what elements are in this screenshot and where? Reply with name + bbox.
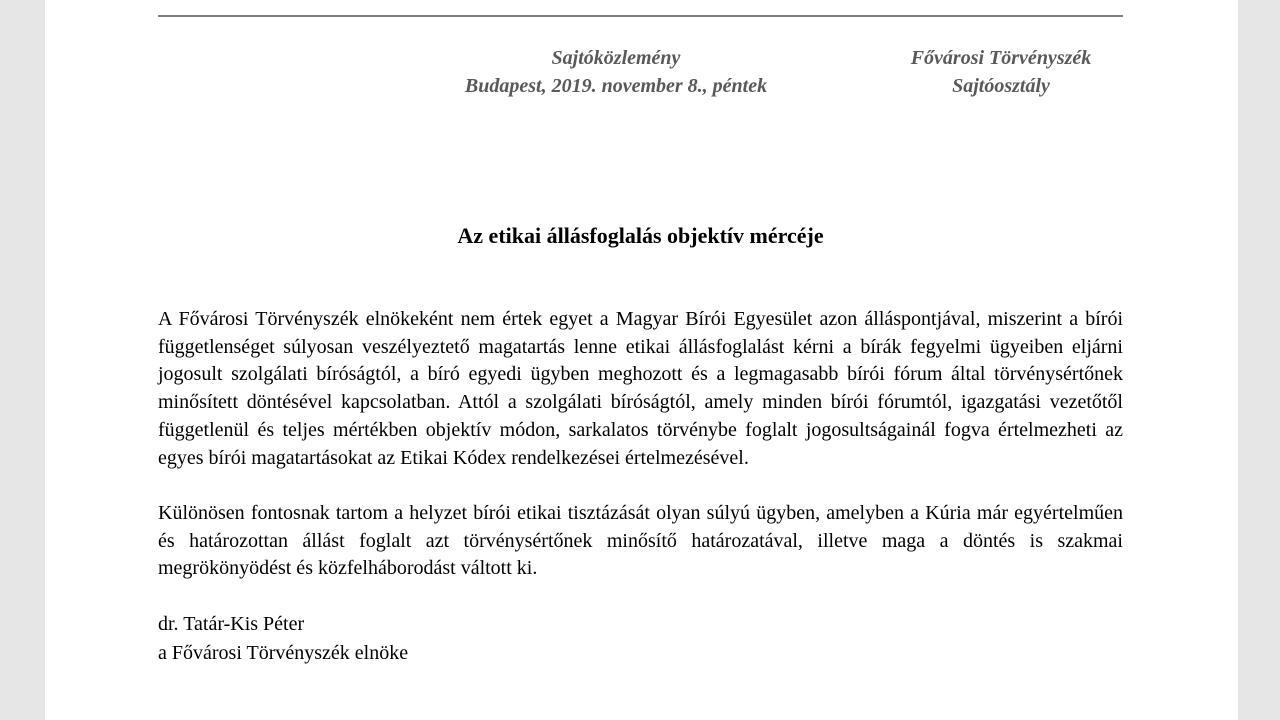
press-release-header [158, 44, 1123, 100]
signature-block [158, 610, 1123, 667]
document-body [158, 306, 1123, 583]
document-page [45, 0, 1238, 720]
issuing-court: Fővárosi Törvényszék [910, 47, 1092, 69]
press-release-label: Sajtóközlemény [551, 47, 681, 69]
signature-role: a Fővárosi Törvényszék elnöke [158, 641, 409, 664]
paragraph-1: A Fővárosi Törvényszék elnökeként nem értek egyet a Magyar Bírói Egyesület azon álláspontjával, miszerint a bírói függetlenséget súlyosan veszélyeztető magatartás lenne etikai állásfoglalást kérni a bírák fegyelmi ügyeiben eljárni jogosult szolgálati bíróságtól, a bíró egyedi ügyben meghozott és a legmagasabb bírói fórum által törvénysértőnek minősített döntésével kapcsolatban. Attól a szolgálati bíróságtól, amely minden bírói fórumtól, igazgatási vezetőtől függetlenül és teljes mértékben objektív módon, sarkalatos törvénybe foglalt jogosultságainál fogva értelmezheti az egyes bírói magatartásokat az Etikai Kódex rendelkezései értelmezésével. [158, 308, 1123, 469]
document-title: Az etikai állásfoglalás objektív mércéje [457, 223, 824, 248]
signature-name: dr. Tatár-Kis Péter [158, 613, 305, 636]
paragraph-2: Különösen fontosnak tartom a helyzet bírói etikai tisztázását olyan súlyú ügyben, amelyben a Kúria már egyértelműen és határozottan állást foglalt azt törvénysértőnek minősítő határozatával, illetve maga a döntés is szakmai megrökönyödést és közfelháborodást váltott ki. [158, 501, 1123, 580]
header-rule [158, 15, 1123, 17]
header-right-block [879, 44, 1123, 100]
press-department: Sajtóosztály [952, 75, 1050, 97]
dateline: Budapest, 2019. november 8., péntek [464, 75, 768, 97]
header-left-block [430, 44, 802, 100]
